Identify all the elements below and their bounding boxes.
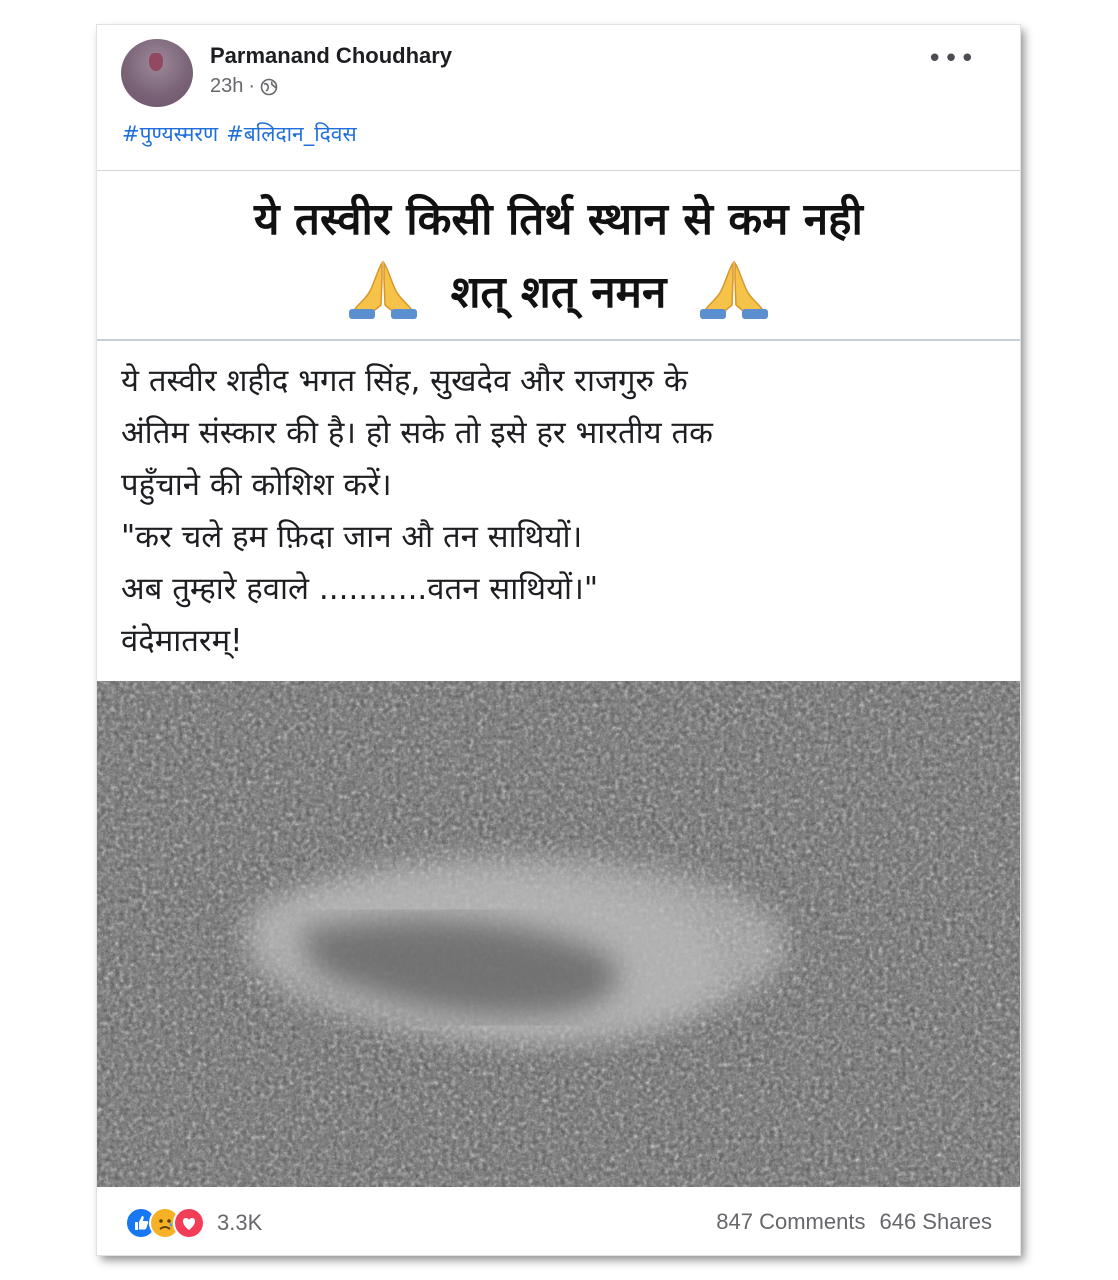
caption-line: अंतिम संस्कार की है। हो सके तो इसे हर भारतीय तक [121, 415, 713, 451]
post-time[interactable]: 23h [210, 75, 244, 97]
caption-line: पहुँचाने की कोशिश करें। [121, 467, 392, 503]
post-caption [121, 355, 1001, 667]
caption-line: ये तस्वीर शहीद भगत सिंह, सुखदेव और राजगुरु के [121, 363, 688, 399]
post-stats [716, 1209, 992, 1235]
globe-icon [260, 78, 278, 96]
hashtags [122, 120, 365, 148]
meta-separator: · [248, 75, 256, 97]
comments-count-link[interactable]: 847 Comments [716, 1209, 866, 1234]
post-footer [97, 1187, 1020, 1255]
caption-line: "कर चले हम फ़िदा जान औ तन साथियों। [121, 519, 583, 555]
shares-count-link[interactable]: 646 Shares [879, 1209, 992, 1234]
crowd-photo-image [97, 681, 1020, 1187]
avatar[interactable] [121, 39, 193, 107]
reactions-count: 3.3K [217, 1210, 263, 1235]
post-meta [210, 75, 278, 98]
facebook-post [97, 25, 1020, 1255]
caption-line: वंदेमातरम्! [121, 623, 243, 659]
caption-line: अब तुम्हारे हवाले ...........वतन साथियों।" [121, 571, 599, 607]
love-icon [173, 1207, 205, 1239]
more-options-icon[interactable]: ••• [926, 44, 976, 74]
folded-hands-icon [345, 259, 421, 321]
banner-title: ये तस्वीर किसी तिर्थ स्थान से कम नही [254, 194, 863, 245]
post-banner [97, 170, 1020, 341]
hashtag-link[interactable]: #बलिदान_दिवस [226, 122, 357, 146]
reactions-summary[interactable] [125, 1207, 262, 1239]
folded-hands-icon [696, 259, 772, 321]
banner-subtitle-text: शत् शत् नमन [450, 267, 667, 318]
banner-subtitle [97, 259, 1020, 321]
hashtag-link[interactable]: #पुण्यस्मरण [122, 122, 219, 146]
author-name[interactable]: Parmanand Choudhary [210, 43, 453, 68]
avatar-figure [149, 53, 163, 71]
crowd-photo[interactable] [97, 681, 1020, 1187]
